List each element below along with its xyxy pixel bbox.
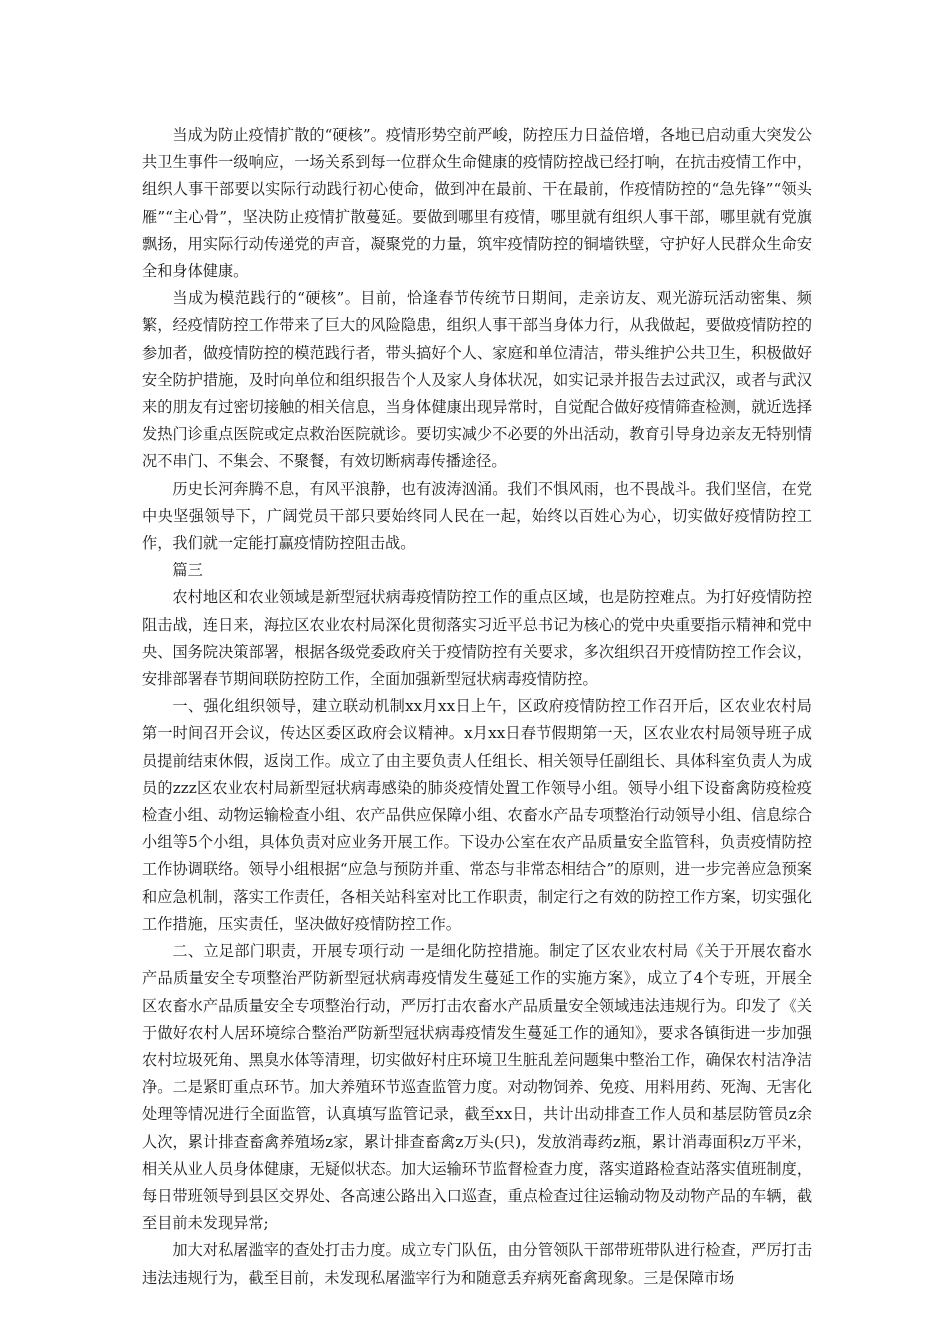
- paragraph-illegal-slaughter: 加大对私屠滥宰的查处打击力度。成立专门队伍，由分管领队干部带班带队进行检查，严厉打击违法违规行为，截至目前，未发现私屠滥宰行为和随意丢弃病死畜禽现象。三是保障市场: [142, 1241, 812, 1287]
- paragraph-department-duties: 二、立足部门职责，开展专项行动 一是细化防控措施。制定了区农业农村局《关于开展农畜水产品质量安全专项整治严防新型冠状病毒疫情发生蔓延工作的实施方案》，成立了4个专班，开展全区农畜水产品质量安全专项整治行动，严厉打击农畜水产品质量安全领域违法违规行为。印发了《关于做好农村人居环境综合整治严防新型冠状病毒疫情发生蔓延工作的通知》，要求各镇街进一步加强农村垃圾死角、黑臭水体等清理，切实做好村庄环境卫生脏乱差问题集中整治工作，确保农村洁净洁净。二是紧盯重点环节。加大养殖环节巡查监管力度。对动物饲养、免疫、用料用药、死淘、无害化处理等情况进行全面监管，认真填写监管记录，截至xx日，共计出动排查工作人员和基层防管员z余人次，累计排查畜禽养殖场z家，累计排查畜禽z万头(只)，发放消毒药z瓶，累计消毒面积z万平米，相关从业人员身体健康，无疑似状态。加大运输环节监督检查力度，落实道路检查站落实值班制度，每日带班领导到县区交界处、各高速公路出入口巡查，重点检查过往运输动物及动物产品的车辆，截至目前未发现异常;: [142, 942, 812, 1233]
- paragraph-organization-leadership: 一、强化组织领导，建立联动机制xx月xx日上午，区政府疫情防控工作召开后，区农业农村局第一时间召开会议，传达区委区政府会议精神。x月xx日春节假期第一天，区农业农村局领导班子成员提前结束休假，返岗工作。成立了由主要负责人任组长、相关领导任副组长、具体科室负责人为成员的zzz区农业农村局新型冠状病毒感染的肺炎疫情处置工作领导小组。领导小组下设畜禽防疫检疫检查小组、动物运输检查小组、农产品供应保障小组、农畜水产品专项整治行动领导小组、信息综合小组等5个小组，具体负责对应业务开展工作。下设办公室在农产品质量安全监管科，负责疫情防控工作协调联络。领导小组根据“应急与预防并重、常态与非常态相结合”的原则，进一步完善应急预案和应急机制，落实工作责任，各相关站科室对比工作职责，制定行之有效的防控工作方案，切实强化工作措施，压实责任，坚决做好疫情防控工作。: [142, 697, 812, 933]
- paragraph-hardcore-model-practice: 当成为模范践行的“硬核”。目前，恰逢春节传统节日期间，走亲访友、观光游玩活动密集、频繁，经疫情防控工作带来了巨大的风险隐患，组织人事干部当身体力行，从我做起，要做疫情防控的参加者，做疫情防控的模范践行者，带头搞好个人、家庭和单位清洁，带头维护公共卫生，积极做好安全防护措施，及时向单位和组织报告个人及家人身体状况，如实记录并报告去过武汉，或者与武汉来的朋友有过密切接触的相关信息，当身体健康出现异常时，自觉配合做好疫情筛查检测，就近选择发热门诊重点医院或定点救治医院就诊。要切实减少不必要的外出活动，教育引导身边亲友无特别情况不串门、不集会、不聚餐，有效切断病毒传播途径。: [142, 289, 812, 471]
- paragraph-history-conclusion: 历史长河奔腾不息，有风平浪静，也有波涛汹涌。我们不惧风雨，也不畏战斗。我们坚信，在党中央坚强领导下，广阔党员干部只要始终同人民在一起，始终以百姓心为心，切实做好疫情防控工作，我们就一定能打赢疫情防控阻击战。: [142, 479, 812, 553]
- section-heading-part-three: 篇三: [172, 561, 203, 580]
- paragraph-rural-intro: 农村地区和农业领域是新型冠状病毒疫情防控工作的重点区域，也是防控难点。为打好疫情防控阻击战，连日来，海拉区农业农村局深化贯彻落实习近平总书记为核心的党中央重要指示精神和党中央、国务院决策部署，根据各级党委政府关于疫情防控有关要求，多次组织召开疫情防控工作会议，安排部署春节期间联防控防工作，全面加强新型冠状病毒疫情防控。: [142, 588, 812, 689]
- paragraph-hardcore-prevent-spread: 当成为防止疫情扩散的“硬核”。疫情形势空前严峻，防控压力日益倍增，各地已启动重大突发公共卫生事件一级响应，一场关系到每一位群众生命健康的疫情防控战已经打响，在抗击疫情工作中，组织人事干部要以实际行动践行初心使命，做到冲在最前、干在最前，作疫情防控的“急先锋”“领头雁”“主心骨”，坚决防止疫情扩散蔓延。要做到哪里有疫情，哪里就有组织人事干部，哪里就有党旗飘扬，用实际行动传递党的声音，凝聚党的力量，筑牢疫情防控的铜墙铁壁，守护好人民群众生命安全和身体健康。: [142, 126, 812, 281]
- document-body: [142, 122, 812, 1292]
